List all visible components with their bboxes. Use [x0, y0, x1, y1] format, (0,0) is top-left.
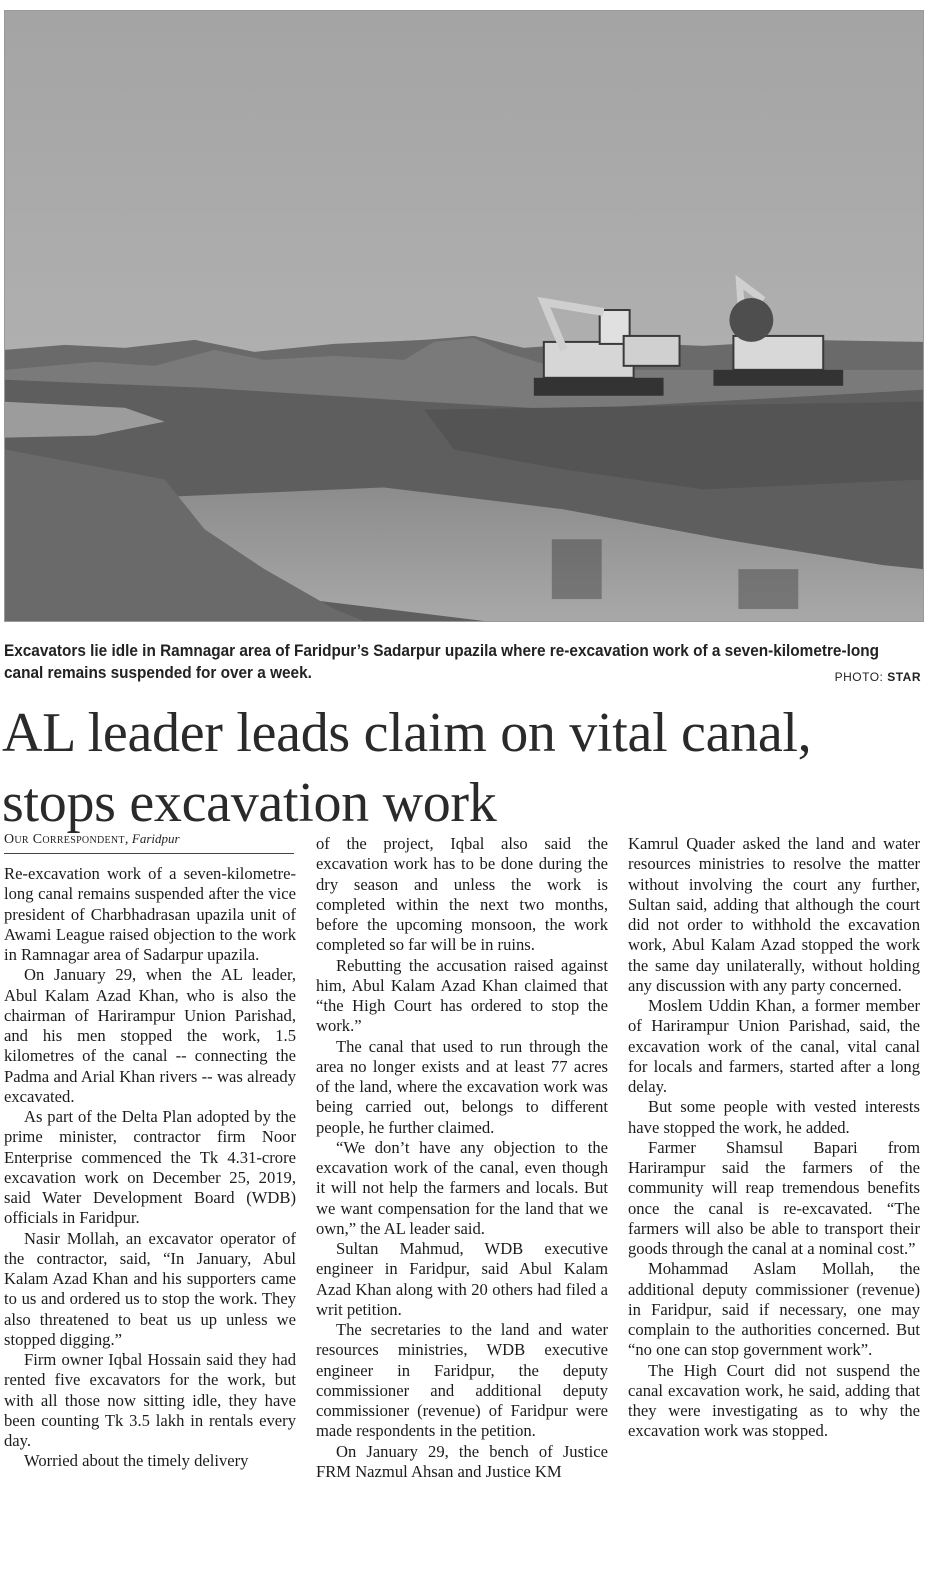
paragraph: Worried about the timely delivery: [24, 1451, 249, 1471]
paragraph: The secretaries to the land and water resources ministries, WDB executive engineer in Faridpur, the deputy commissioner and additional deputy commissioner (revenue) of Faridpur were made respondents in the petition.: [316, 1320, 608, 1441]
photo-credit: [835, 670, 921, 684]
paragraph: Sultan Mahmud, WDB executive engineer in Faridpur, said Abul Kalam Azad Khan along with 20 others had filed a writ petition.: [316, 1239, 608, 1319]
article-column-1: [4, 864, 296, 1472]
headline: AL leader leads claim on vital canal, stops excavation work: [2, 702, 812, 834]
article-column-2: [316, 834, 608, 1482]
byline: [4, 831, 294, 854]
paragraph: Farmer Shamsul Bapari from Harirampur said the farmers of the community will reap tremendous benefits once the canal is re-excavated. “The farmers will also be able to transport their goods through the canal at a nominal cost.”: [628, 1137, 920, 1258]
paragraph: Re-excavation work of a seven-kilometre-long canal remains suspended after the vice president of Charbhadrasan upazila unit of Awami League raised objection to the work in Ramnagar area of Sadarpur upazila.: [4, 864, 296, 964]
paragraph: On January 29, when the AL leader, Abul Kalam Azad Khan, who is also the chairman of Harirampur Union Parishad, and his men stopped the work, 1.5 kilometres of the canal -- connecting the Padma and Arial Khan rivers -- was already excavated.: [4, 965, 296, 1106]
credit-source: STAR: [887, 670, 921, 684]
paragraph: “We don’t have any objection to the excavation work of the canal, even though it will not help the farmers and locals. But we want compensation for the land that we own,” the AL leader said.: [316, 1137, 608, 1238]
paragraph: The High Court did not suspend the canal excavation work, he said, adding that they were investigating as to why the excavation work was stopped.: [628, 1360, 920, 1441]
paragraph: of the project, Iqbal also said the excavation work has to be done during the dry season and unless the work is completed within the next two months, before the upcoming monsoon, the work completed so far will be in ruins.: [316, 834, 608, 955]
byline-name: Our Correspondent,: [4, 832, 129, 847]
paragraph: But some people with vested interests have stopped the work, he added.: [628, 1097, 920, 1137]
credit-label: PHOTO:: [834, 670, 884, 684]
article-column-3: [628, 834, 920, 1442]
paragraph: On January 29, the bench of Justice FRM Nazmul Ahsan and Justice KM: [316, 1441, 608, 1481]
paragraph: Firm owner Iqbal Hossain said they had rented five excavators for the work, but with all those now sitting idle, they have been counting Tk 3.5 lakh in rentals every day.: [4, 1350, 296, 1450]
photo-caption: Excavators lie idle in Ramnagar area of Faridpur’s Sadarpur upazila where re-excavation work of a seven-kilometre-long canal remains suspended for over a week.: [4, 642, 879, 682]
paragraph: The canal that used to run through the area no longer exists and at least 77 acres of the land, where the excavation work was being carried out, belongs to different people, he further claimed.: [316, 1036, 608, 1137]
byline-location: Faridpur: [131, 831, 180, 846]
paragraph: Moslem Uddin Khan, a former member of Harirampur Union Parishad, said, the excavation work of the canal, vital canal for locals and farmers, started after a long delay.: [628, 996, 920, 1096]
news-photo: [4, 10, 924, 622]
paragraph: Kamrul Quader asked the land and water resources ministries to resolve the matter without involving the court any further, Sultan said, adding that although the court did not order to withhold the excavation work, Abul Kalam Azad stopped the work the same day unilaterally, without holding any discussion with any party concerned.: [628, 834, 920, 995]
paragraph: Rebutting the accusation raised against him, Abul Kalam Azad Khan claimed that “the High Court has ordered to stop the work.”: [316, 955, 608, 1036]
paragraph: Mohammad Aslam Mollah, the additional deputy commissioner (revenue) in Faridpur, said if necessary, one may complain to the authorities concerned. But “no one can stop government work”.: [628, 1259, 920, 1360]
paragraph: Nasir Mollah, an excavator operator of the contractor, said, “In January, Abul Kalam Azad Khan and his supporters came to us and ordered us to stop the work. They also threatened to beat us up unless we stopped digging.”: [4, 1228, 296, 1349]
excavation-site-image: [5, 11, 923, 621]
paragraph: As part of the Delta Plan adopted by the prime minister, contractor firm Noor Enterprise commenced the Tk 4.31-crore excavation work on December 25, 2019, said Water Development Board (WDB) officials in Faridpur.: [4, 1107, 296, 1228]
